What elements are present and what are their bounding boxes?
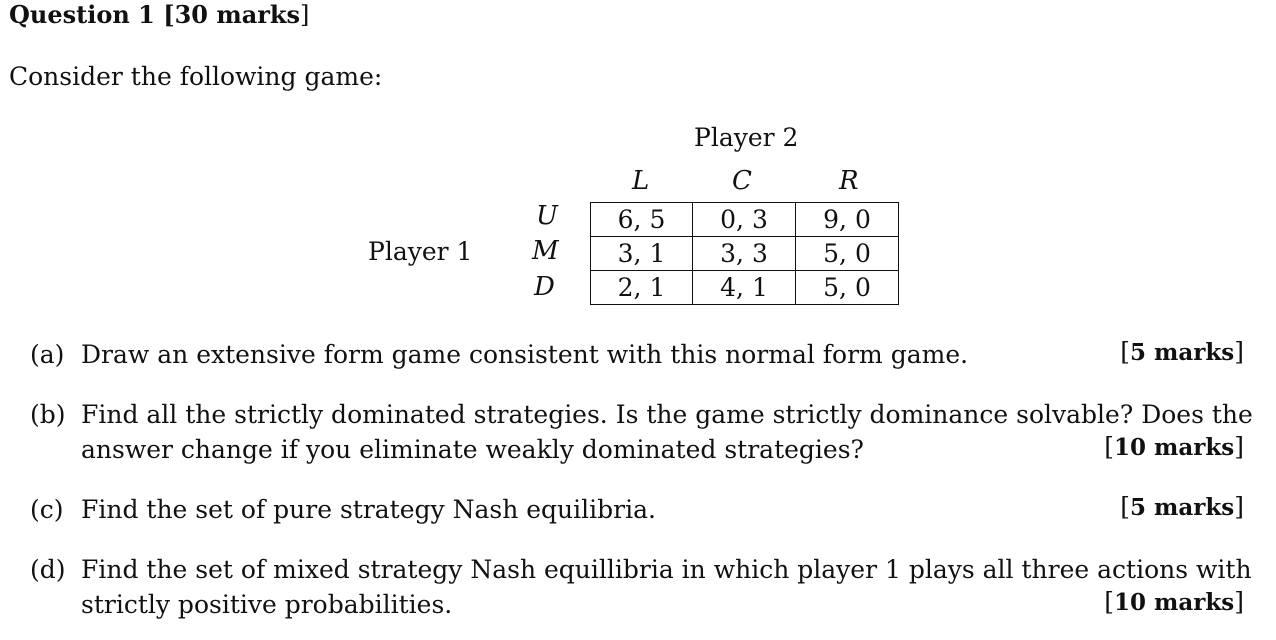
part-b-label: (b)	[30, 400, 66, 429]
payoff-cell: 5, 0	[796, 271, 899, 305]
part-d-line-2: strictly positive probabilities.	[81, 590, 453, 619]
payoff-matrix	[590, 202, 899, 305]
row-header-d: D	[534, 272, 555, 302]
part-c-line-1: Find the set of pure strategy Nash equilibria.	[81, 495, 656, 524]
part-b-marks-text: 10 marks	[1113, 434, 1235, 461]
question-title-text: Question 1 [30 marks	[9, 0, 301, 29]
payoff-cell: 2, 1	[591, 271, 693, 305]
row-header-m: M	[532, 236, 559, 266]
part-d-marks: [10 marks]	[1104, 587, 1244, 616]
payoff-cell: 5, 0	[796, 237, 899, 271]
part-b-line-2: answer change if you eliminate weakly dominated strategies?	[81, 435, 864, 464]
part-b-marks: [10 marks]	[1104, 432, 1244, 461]
part-d-label: (d)	[30, 555, 66, 584]
payoff-cell: 0, 3	[693, 203, 796, 237]
part-c-marks-text: 5 marks	[1129, 494, 1235, 521]
row-header-u: U	[536, 201, 558, 231]
question-title-bracket: ]	[300, 1, 310, 29]
payoff-row-u	[591, 203, 899, 237]
intro-text: Consider the following game:	[9, 62, 383, 91]
question-title	[9, 0, 309, 29]
player2-label: Player 2	[694, 123, 799, 152]
part-c-label: (c)	[30, 495, 64, 524]
part-c-marks: [5 marks]	[1120, 492, 1244, 521]
payoff-cell: 6, 5	[591, 203, 693, 237]
payoff-cell: 9, 0	[796, 203, 899, 237]
column-header-r: R	[839, 166, 859, 196]
part-a-label: (a)	[30, 340, 65, 369]
column-header-c: C	[732, 166, 752, 196]
part-a-marks: [5 marks]	[1120, 337, 1244, 366]
payoff-cell: 3, 1	[591, 237, 693, 271]
part-a-line-1: Draw an extensive form game consistent with this normal form game.	[81, 340, 969, 369]
payoff-cell: 3, 3	[693, 237, 796, 271]
column-header-l: L	[632, 166, 650, 196]
payoff-row-m	[591, 237, 899, 271]
payoff-row-d	[591, 271, 899, 305]
player1-label: Player 1	[368, 237, 473, 266]
part-d-marks-text: 10 marks	[1113, 589, 1235, 616]
part-b-line-1: Find all the strictly dominated strategies. Is the game strictly dominance solvable? Does the	[81, 400, 1253, 429]
payoff-cell: 4, 1	[693, 271, 796, 305]
part-a-marks-text: 5 marks	[1129, 339, 1235, 366]
part-d-line-1: Find the set of mixed strategy Nash equillibria in which player 1 plays all three actions with	[81, 555, 1252, 584]
